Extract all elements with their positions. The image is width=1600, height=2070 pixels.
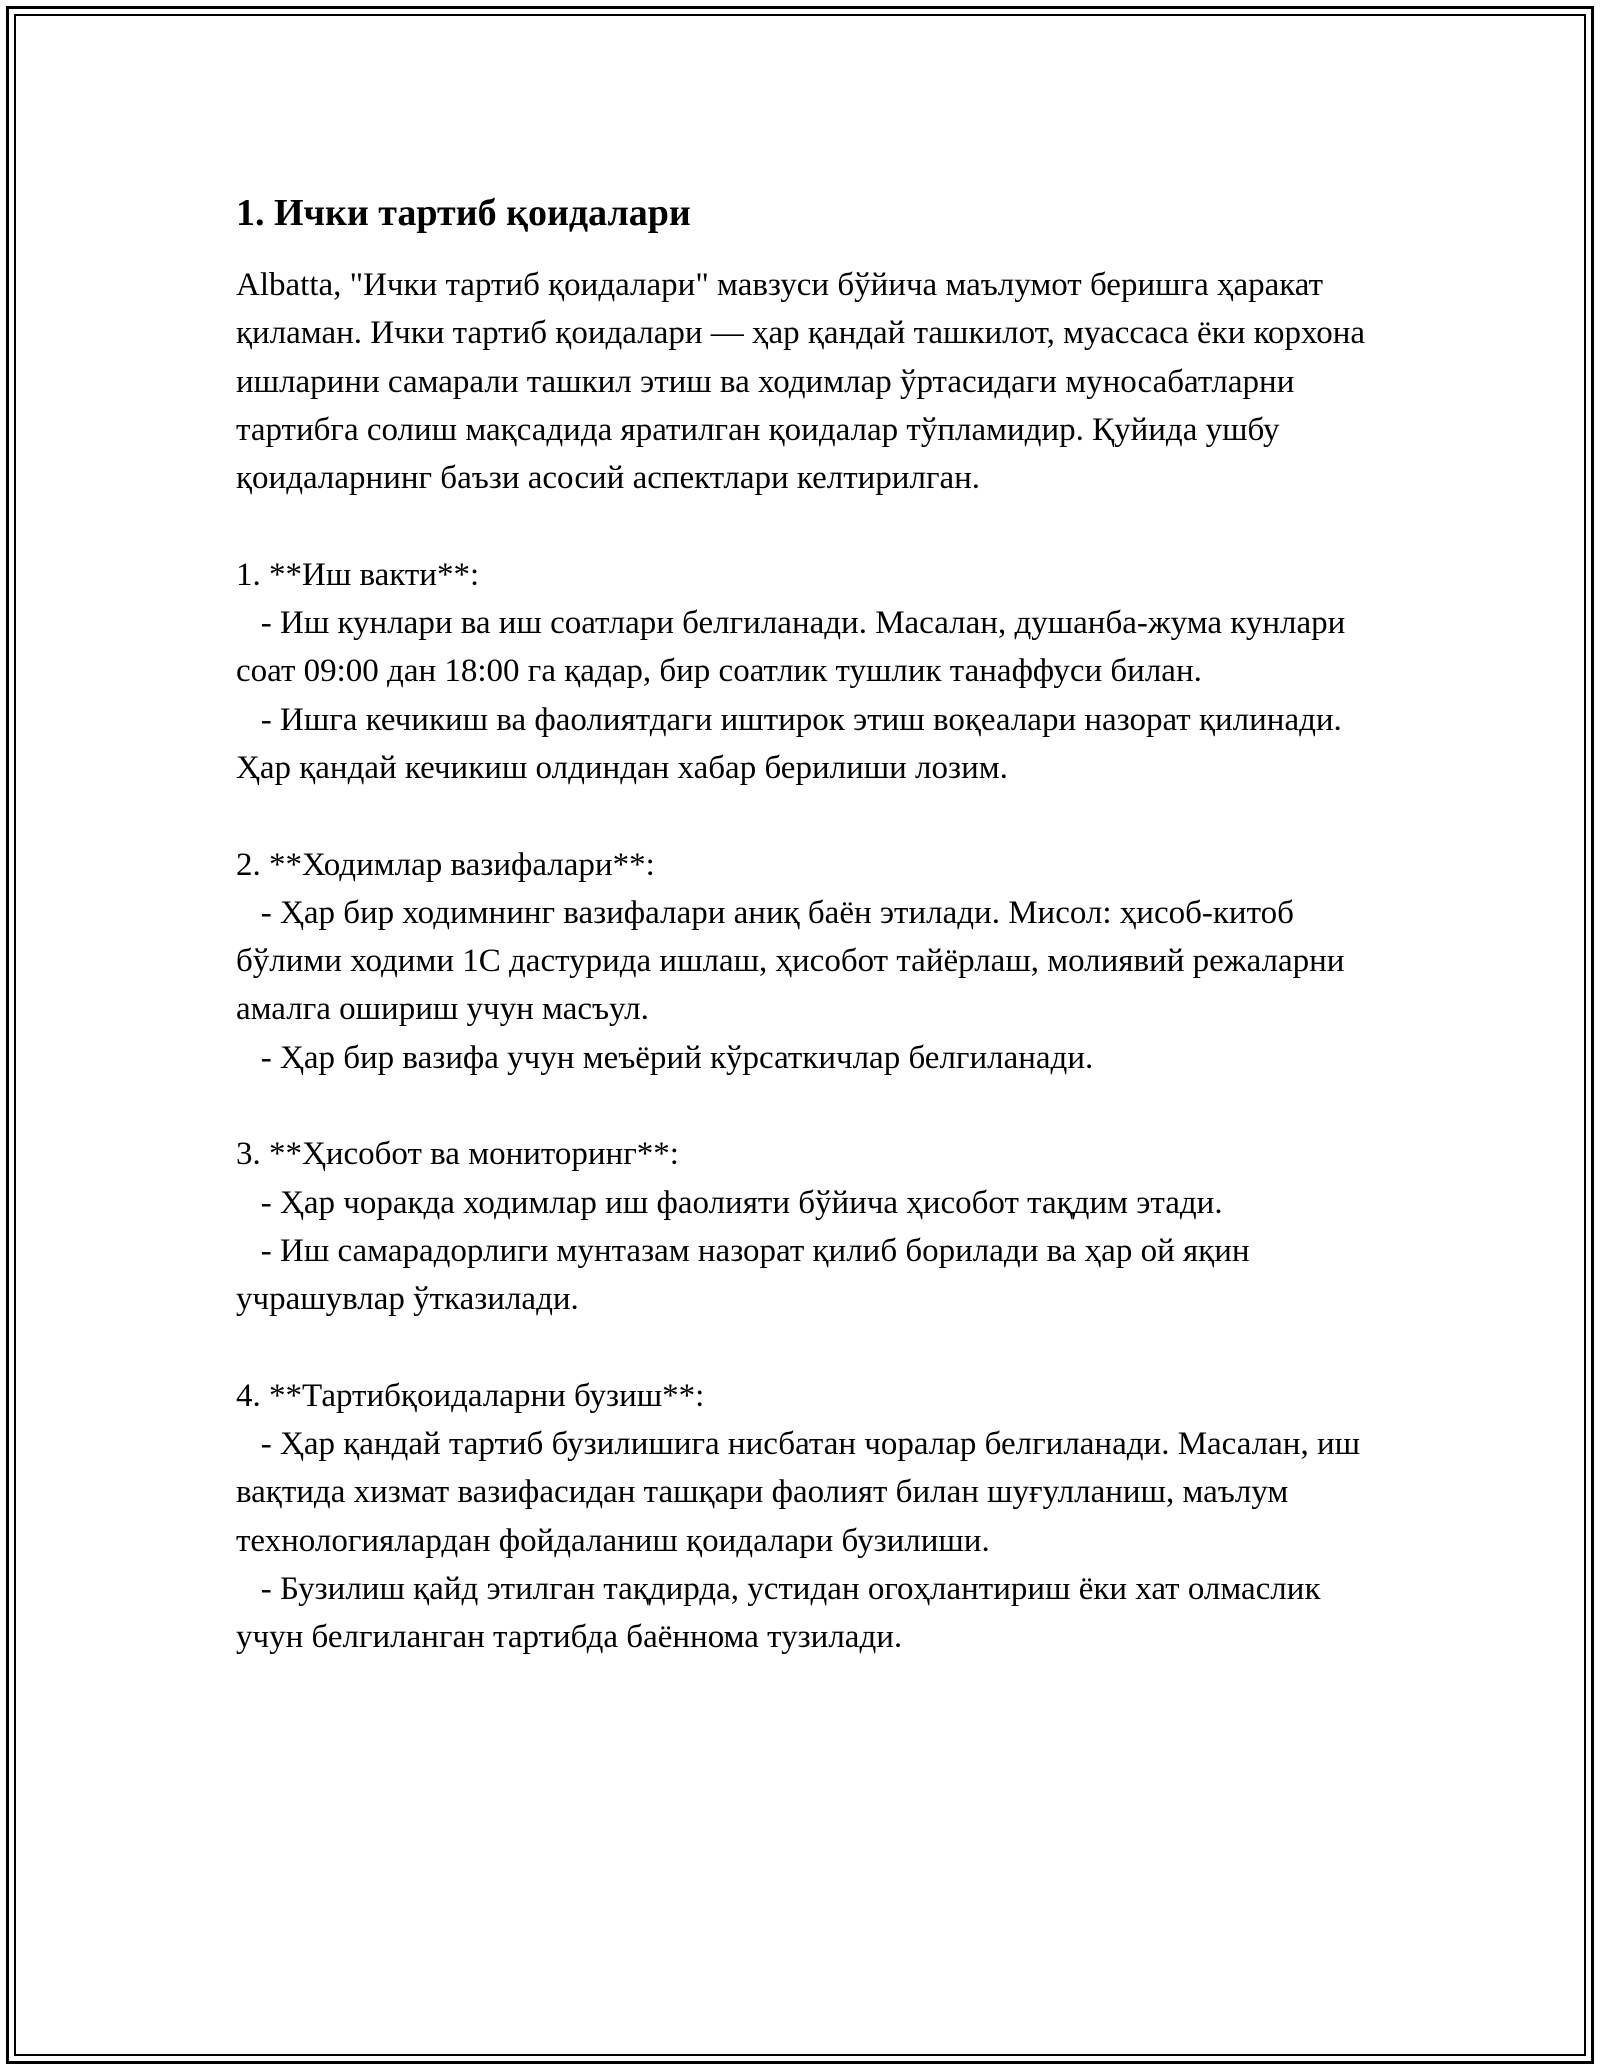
list-item: - Бузилиш қайд этилган тақдирда, устидан огоҳлантириш ёки хат олмаслик учун белгиланган тартибда баённома тузилади. xyxy=(236,1571,1329,1656)
list-item: - Иш кунлари ва иш соатлари белгиланади. Масалан, душанба-жума кунлари соат 09:00 дан 18:00 га қадар, бир соатлик тушлик танаффуси билан. xyxy=(236,605,1354,690)
section-heading: 2. **Ходимлар вазифалари**: xyxy=(236,846,655,883)
list-item: - Ҳар қандай тартиб бузилишига нисбатан чоралар белгиланади. Масалан, иш вақтида хизмат вазифасидан ташқари фаолият билан шуғулланиш, маълум технологиялардан фойдаланиш қоидалари бузилиши. xyxy=(236,1426,1369,1559)
section-work-time xyxy=(236,551,1386,792)
list-item: - Ҳар бир вазифа учун меъёрий кўрсаткичлар белгиланади. xyxy=(236,1039,1094,1076)
section-reporting-monitoring xyxy=(236,1130,1386,1323)
section-employee-duties xyxy=(236,841,1386,1082)
intro-paragraph: Albatta, "Ички тартиб қоидалари" мавзуси бўйича маълумот беришга ҳаракат қиламан. Ички тартиб қоидалари — ҳар қандай ташкилот, муассаса ёки корхона ишларини самарали ташкил этиш ва ходимлар ўртасидаги муносабатларни тартибга солиш мақсадида яратилган қоидалар тўпламидир. Қуйида ушбу қоидаларнинг баъзи асосий аспектлари келтирилган. xyxy=(236,267,1374,497)
list-item: - Иш самарадорлиги мунтазам назорат қилиб борилади ва ҳар ой яқин учрашувлар ўтказилади. xyxy=(236,1232,1258,1318)
list-item: - Ишга кечикиш ва фаолиятдаги иштирок этиш воқеалари назорат қилинади. Ҳар қандай кечикиш олдиндан хабар берилиши лозим. xyxy=(236,701,1351,786)
document-title: 1. Ички тартиб қоидалари xyxy=(236,192,691,234)
section-rule-violations xyxy=(236,1372,1386,1662)
list-item: - Ҳар чоракда ходимлар иш фаолияти бўйича ҳисобот тақдим этади. xyxy=(236,1184,1223,1221)
section-heading: 4. **Тартибқоидаларни бузиш**: xyxy=(236,1377,705,1414)
section-heading: 1. **Иш вакти**: xyxy=(236,556,480,593)
document-body xyxy=(236,188,1386,1710)
list-item: - Ҳар бир ходимнинг вазифалари аниқ баён этилади. Мисол: ҳисоб-китоб бўлими ходими 1С дастурида ишлаш, ҳисобот тайёрлаш, молиявий режаларни амалга ошириш учун масъул. xyxy=(236,894,1353,1028)
section-heading: 3. **Ҳисобот ва мониторинг**: xyxy=(236,1136,679,1173)
